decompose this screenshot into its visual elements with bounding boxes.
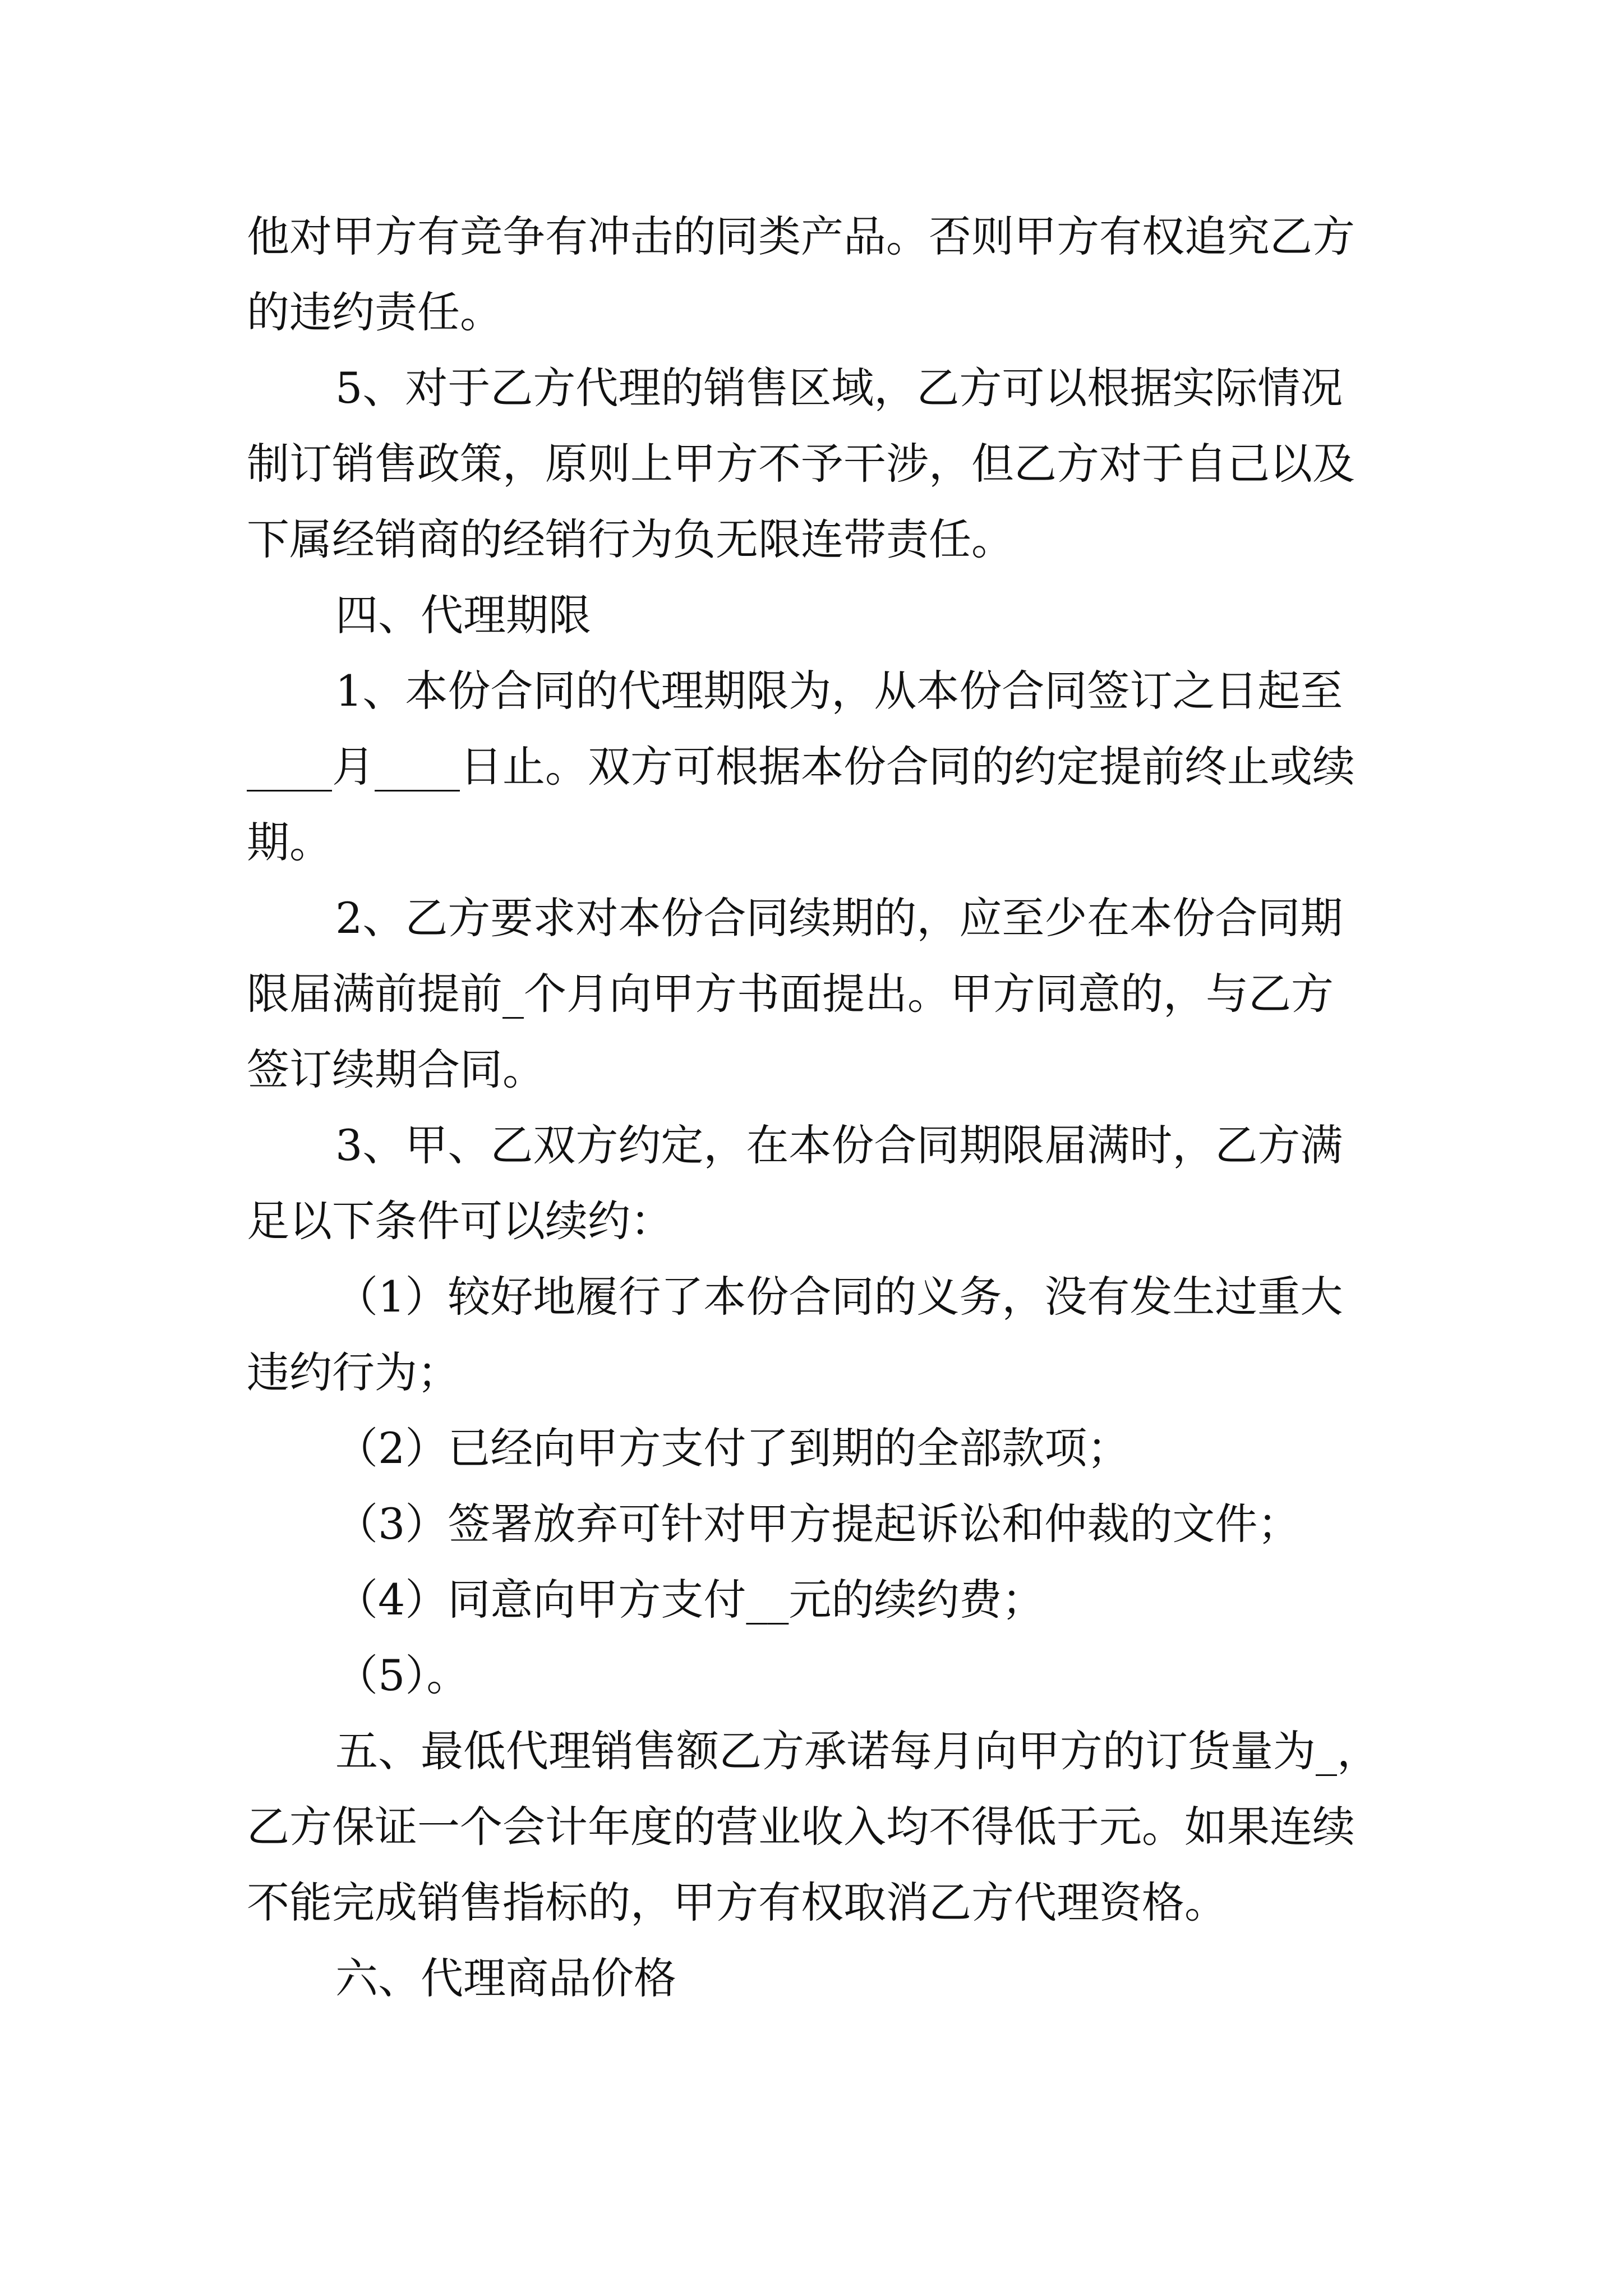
- text-line-11: 限届满前提前_个月向甲方书面提出。甲方同意的，与乙方: [247, 969, 1334, 1019]
- section-heading-6: 六、代理商品价格: [335, 1953, 676, 2003]
- text-line-5: 下属经销商的经销行为负无限连带责任。: [247, 514, 1014, 564]
- text-line-16: 违约行为；: [247, 1347, 460, 1397]
- text-line-8: ____月____日止。双方可根据本份合同的约定提前终止或续: [247, 742, 1355, 792]
- list-item-1: （1）较好地履行了本份合同的义务，没有发生过重大: [335, 1272, 1343, 1322]
- text-line-10: 2、乙方要求对本份合同续期的，应至少在本份合同期: [335, 893, 1343, 943]
- list-item-3: （3）签署放弃可针对甲方提起诉讼和仲裁的文件；: [335, 1499, 1301, 1549]
- text-line-9: 期。: [247, 817, 332, 867]
- text-line-2: 的违约责任。: [247, 287, 502, 337]
- text-line-12: 签订续期合同。: [247, 1045, 545, 1094]
- text-line-7: 1、本份合同的代理期限为，从本份合同签订之日起至: [335, 666, 1343, 716]
- text-line-14: 足以下条件可以续约：: [247, 1196, 673, 1246]
- text-line-4: 制订销售政策，原则上甲方不予干涉，但乙方对于自己以及: [247, 439, 1355, 489]
- section-heading-4: 四、代理期限: [335, 590, 591, 640]
- text-line-1: 他对甲方有竞争有冲击的同类产品。否则甲方有权追究乙方: [247, 211, 1355, 261]
- text-line-3: 5、对于乙方代理的销售区域，乙方可以根据实际情况: [335, 363, 1343, 413]
- text-line-13: 3、甲、乙双方约定，在本份合同期限届满时，乙方满: [335, 1120, 1343, 1170]
- text-line-23: 不能完成销售指标的，甲方有权取消乙方代理资格。: [247, 1878, 1227, 1927]
- list-item-5: （5）。: [335, 1650, 469, 1700]
- list-item-4: （4）同意向甲方支付__元的续约费；: [335, 1575, 1045, 1625]
- section-heading-5: 五、最低代理销售额乙方承诺每月向甲方的订货量为_，: [335, 1726, 1380, 1776]
- text-line-22: 乙方保证一个会计年度的营业收入均不得低于元。如果连续: [247, 1802, 1355, 1852]
- list-item-2: （2）已经向甲方支付了到期的全部款项；: [335, 1423, 1130, 1473]
